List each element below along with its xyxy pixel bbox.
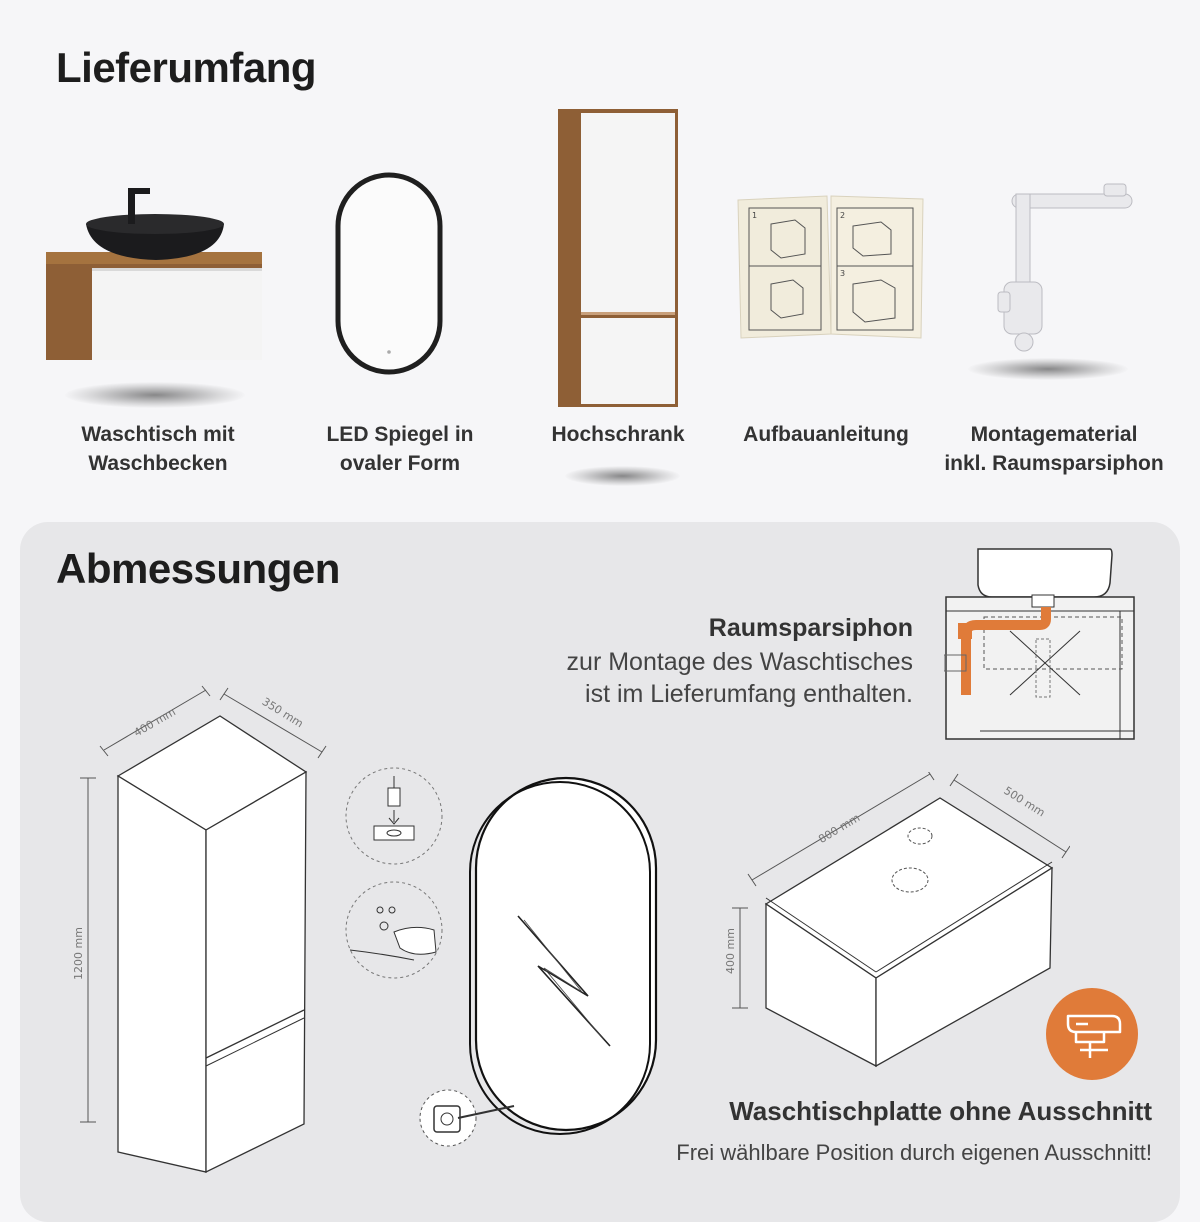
delivery-title: Lieferumfang [56, 44, 317, 91]
dim-vanity-depth: 500 mm [1001, 784, 1048, 820]
vanity-with-basin-icon [40, 180, 270, 380]
siphon-info-text: zur Montage des Waschtisches ist im Lieferumfang enthalten. [566, 648, 913, 708]
svg-text:2: 2 [840, 211, 846, 220]
power-socket-icon [418, 1086, 518, 1156]
siphon-icon [986, 180, 1136, 360]
dimensions-title: Abmessungen [56, 545, 340, 592]
jigsaw-icon [1046, 988, 1138, 1080]
item-label-mirror: LED Spiegel in ovaler Form [326, 423, 474, 475]
svg-text:3: 3 [840, 269, 846, 278]
siphon-diagram [944, 545, 1136, 745]
item-label-manual: Aufbauanleitung [743, 423, 909, 446]
mirror-drawing [462, 770, 672, 1140]
dim-tall-width: 400 mm [131, 705, 178, 740]
tall-cabinet-drawing [60, 680, 340, 1180]
assembly-manual-icon [735, 194, 927, 340]
siphon-info-title: Raumsparsiphon [708, 614, 913, 642]
tall-cabinet-icon [555, 106, 681, 408]
svg-text:1: 1 [752, 211, 758, 220]
dim-vanity-width: 800 mm [816, 811, 863, 846]
plug-in-icon [344, 766, 444, 866]
dim-vanity-height: 400 mm [724, 928, 737, 974]
countertop-info-title: Waschtischplatte ohne Ausschnitt [729, 1096, 1152, 1126]
siphon-shadow [968, 358, 1128, 380]
vanity-shadow [65, 382, 245, 408]
item-label-vanity: Waschtisch mit Waschbecken [81, 423, 235, 475]
item-label-cabinet: Hochschrank [551, 423, 685, 446]
vanity-drawing [720, 772, 1070, 1072]
touch-switch-icon [344, 880, 444, 980]
item-label-siphon: Montagematerial inkl. Raumsparsiphon [944, 423, 1164, 475]
countertop-info-subtitle: Frei wählbare Position durch eigenen Ausschnitt! [676, 1140, 1152, 1165]
cabinet-shadow [565, 466, 680, 486]
oval-led-mirror-icon [334, 172, 444, 377]
dim-tall-height: 1200 mm [72, 927, 85, 980]
dim-tall-depth: 350 mm [259, 695, 306, 731]
